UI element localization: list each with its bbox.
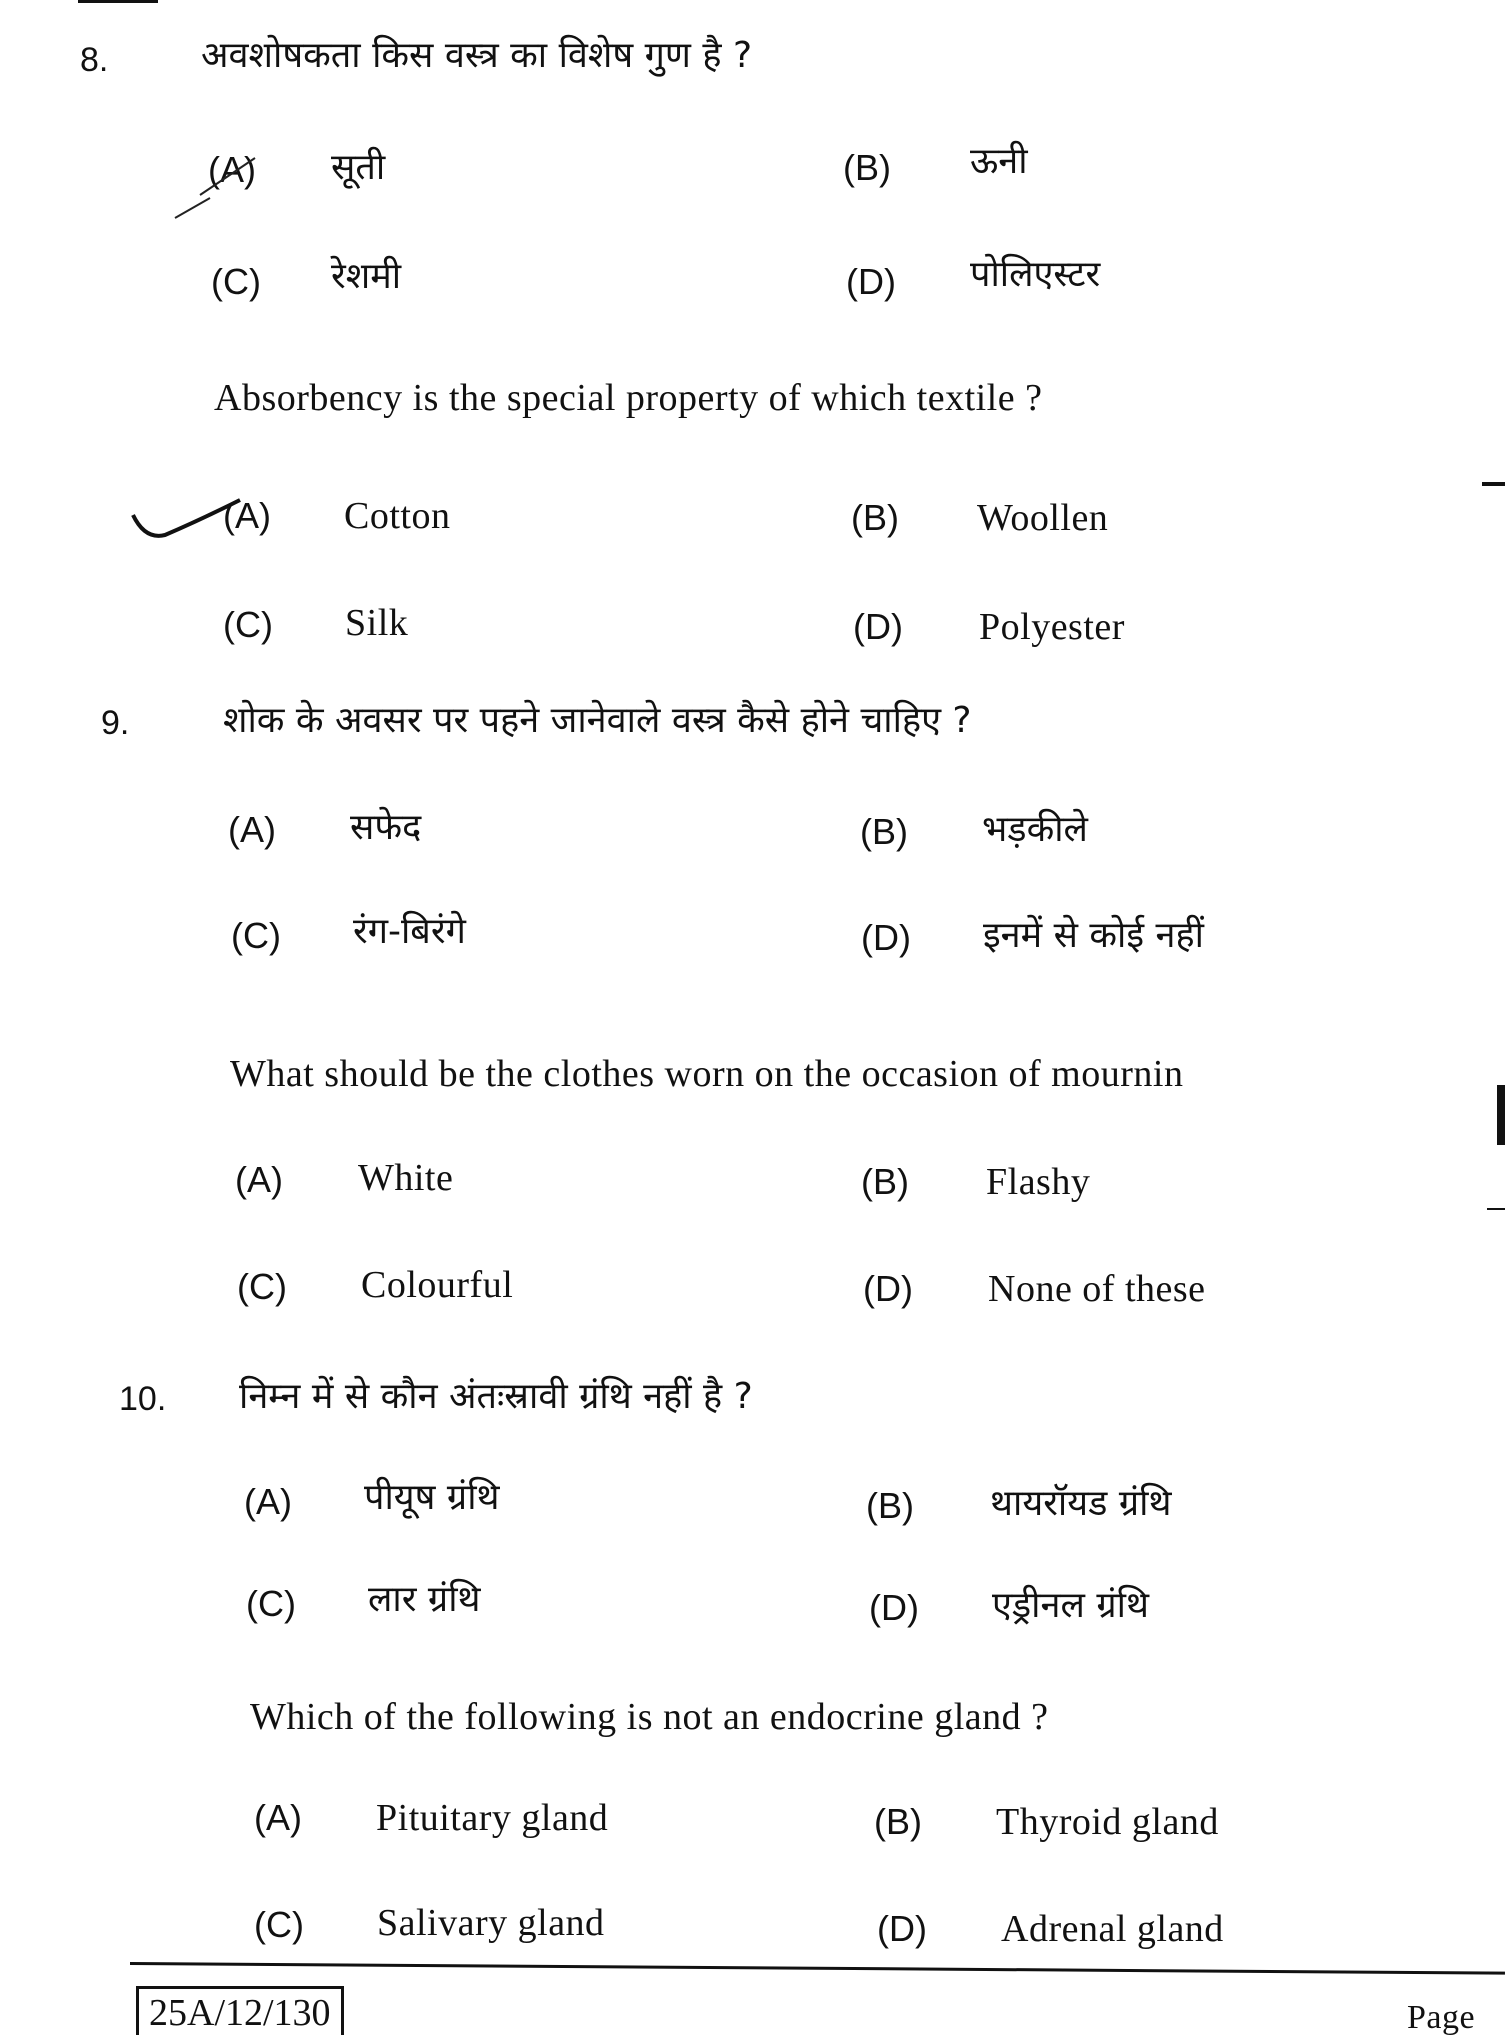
option-text: सफेद (350, 807, 422, 848)
option-text: Thyroid gland (996, 1801, 1219, 1843)
question-number: 10. (119, 1380, 167, 1418)
option-label: (B) (851, 497, 899, 538)
question-text-hindi: निम्न में से कौन अंतःस्रावी ग्रंथि नहीं है ? (239, 1376, 753, 1417)
option-text: Woollen (977, 497, 1109, 539)
option-label: (C) (237, 1266, 287, 1307)
option-label: (C) (246, 1583, 296, 1624)
option-label: (B) (866, 1485, 914, 1526)
option-label: (D) (853, 606, 903, 647)
option-text: रेशमी (331, 256, 402, 297)
option-label: (C) (211, 261, 261, 302)
option-text: Cotton (344, 495, 451, 537)
option-text: इनमें से कोई नहीं (983, 915, 1204, 956)
option-label: (D) (877, 1908, 927, 1949)
option-label: (C) (254, 1904, 304, 1945)
option-text: Adrenal gland (1001, 1908, 1224, 1950)
option-label: (B) (861, 1161, 909, 1202)
option-text: ऊनी (970, 141, 1028, 182)
footer-rule (130, 1962, 1505, 1975)
option-text: None of these (988, 1268, 1206, 1310)
option-label: (A) (228, 809, 276, 850)
option-label: (C) (223, 604, 273, 645)
option-label: (A) (223, 495, 271, 536)
option-text: Flashy (986, 1161, 1091, 1203)
page-label: Page (1407, 1999, 1476, 2036)
option-text: Colourful (361, 1264, 514, 1306)
option-text: एड्रीनल ग्रंथि (992, 1585, 1149, 1626)
option-text: भड़कीले (982, 809, 1088, 850)
question-text-english: What should be the clothes worn on the occasion of mournin (230, 1053, 1184, 1095)
option-text: रंग-बिरंगे (353, 911, 466, 952)
option-text: Salivary gland (377, 1902, 605, 1944)
margin-mark (1482, 482, 1505, 486)
option-label: (B) (874, 1801, 922, 1842)
option-text: पीयूष ग्रंथि (364, 1477, 500, 1518)
option-label: (D) (863, 1268, 913, 1309)
question-text-english: Which of the following is not an endocrine gland ? (250, 1696, 1049, 1738)
option-label: (A) (244, 1481, 292, 1522)
option-label: (C) (231, 915, 281, 956)
paper-code: 25A/12/130 (136, 1986, 344, 2035)
question-number: 9. (101, 704, 130, 742)
option-label: (B) (860, 811, 908, 852)
margin-mark (1487, 1208, 1505, 1210)
option-text: थायरॉयड ग्रंथि (990, 1483, 1172, 1524)
option-text: पोलिएस्टर (970, 254, 1101, 295)
option-text: White (358, 1157, 454, 1199)
pen-check-mark (130, 495, 250, 545)
margin-mark (1497, 1085, 1505, 1145)
question-number: 8. (80, 41, 109, 79)
option-text: सूती (331, 147, 386, 188)
option-label: (B) (843, 147, 891, 188)
question-text-hindi: शोक के अवसर पर पहने जानेवाले वस्त्र कैसे होने चाहिए ? (223, 700, 972, 741)
option-label: (A) (208, 149, 256, 190)
option-label: (D) (861, 917, 911, 958)
pen-tick-mark (170, 150, 270, 225)
option-text: Polyester (979, 606, 1125, 648)
option-text: लार ग्रंथि (368, 1579, 481, 1620)
option-label: (D) (869, 1587, 919, 1628)
option-label: (A) (254, 1797, 302, 1838)
option-label: (A) (235, 1159, 283, 1200)
option-text: Silk (345, 602, 409, 644)
question-text-english: Absorbency is the special property of which textile ? (214, 377, 1043, 419)
top-rule-fragment (78, 0, 158, 3)
option-label: (D) (846, 261, 896, 302)
option-text: Pituitary gland (376, 1797, 609, 1839)
question-text-hindi: अवशोषकता किस वस्त्र का विशेष गुण है ? (201, 35, 753, 76)
